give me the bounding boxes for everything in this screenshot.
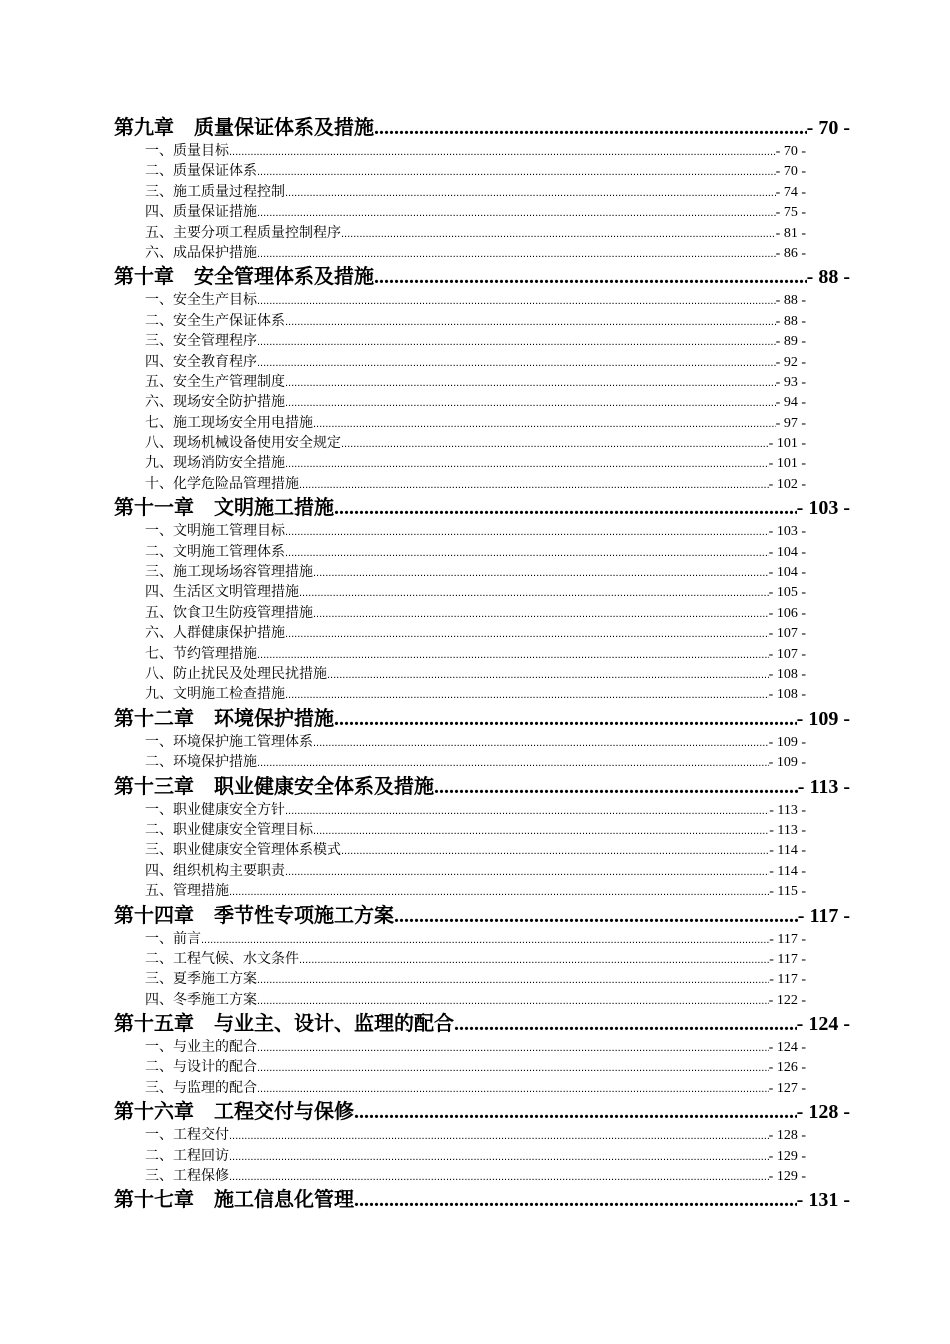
toc-section-entry[interactable] (114, 372, 850, 392)
toc-section-entry[interactable] (114, 290, 850, 310)
dot-leader (354, 1187, 797, 1214)
section-title: 四、组织机构主要职责 (145, 862, 285, 879)
section-page-number: - 81 - (775, 225, 806, 241)
section-page-number: - 101 - (768, 436, 806, 452)
dot-leader (299, 583, 769, 603)
dot-leader (394, 903, 798, 930)
toc-section-entry[interactable] (114, 521, 850, 541)
section-title: 三、施工现场场容管理措施 (145, 564, 313, 581)
toc-section-entry[interactable] (114, 664, 850, 684)
chapter-title: 第十五章 与业主、设计、监理的配合 (114, 1011, 454, 1036)
toc-chapter-entry[interactable] (114, 773, 850, 800)
toc-section-entry[interactable] (114, 969, 850, 989)
toc-section-entry[interactable] (114, 800, 850, 820)
section-page-number: - 126 - (768, 1060, 806, 1076)
section-title: 六、人群健康保护措施 (145, 625, 285, 642)
section-title: 二、质量保证体系 (145, 163, 257, 180)
chapter-page-number: - 124 - (796, 1013, 850, 1036)
section-title: 一、职业健康安全方针 (145, 801, 285, 818)
section-title: 二、环境保护措施 (145, 754, 257, 771)
section-title: 三、夏季施工方案 (145, 971, 257, 988)
dot-leader (257, 332, 776, 352)
section-page-number: - 103 - (768, 524, 806, 540)
section-page-number: - 97 - (775, 415, 806, 431)
section-title: 一、质量目标 (145, 143, 229, 159)
section-title: 三、与监理的配合 (145, 1079, 257, 1096)
chapter-title: 第十四章 季节性专项施工方案 (114, 902, 394, 927)
section-title: 三、施工质量过程控制 (145, 183, 285, 200)
toc-section-entry[interactable] (114, 1125, 850, 1145)
section-page-number: - 93 - (775, 374, 806, 390)
toc-chapter-entry[interactable] (114, 263, 850, 290)
section-page-number: - 88 - (775, 313, 806, 329)
section-page-number: - 104 - (768, 565, 806, 581)
toc-section-entry[interactable] (114, 990, 850, 1010)
dot-leader (229, 1167, 769, 1187)
section-page-number: - 114 - (769, 843, 806, 859)
section-page-number: - 70 - (775, 144, 806, 159)
section-title: 二、文明施工管理体系 (145, 543, 285, 560)
table-of-contents (114, 114, 850, 1213)
section-page-number: - 106 - (768, 605, 806, 621)
toc-section-entry[interactable] (114, 1037, 850, 1057)
section-page-number: - 114 - (769, 863, 806, 879)
section-title: 七、节约管理措施 (145, 645, 257, 662)
section-page-number: - 89 - (775, 334, 806, 350)
toc-section-entry[interactable] (114, 433, 850, 453)
section-title: 四、质量保证措施 (145, 204, 257, 221)
section-title: 一、文明施工管理目标 (145, 523, 285, 540)
toc-section-entry[interactable] (114, 623, 850, 643)
section-page-number: - 108 - (768, 666, 806, 682)
toc-section-entry[interactable] (114, 392, 850, 412)
section-title: 三、工程保修 (145, 1168, 229, 1185)
dot-leader (327, 665, 769, 685)
section-title: 二、工程气候、水文条件 (145, 950, 299, 967)
toc-section-entry[interactable] (114, 1146, 850, 1166)
dot-leader (285, 543, 769, 563)
toc-section-entry[interactable] (114, 1078, 850, 1098)
section-title: 二、工程回访 (145, 1147, 229, 1164)
dot-leader (285, 373, 776, 393)
toc-section-entry[interactable] (114, 413, 850, 433)
toc-section-entry[interactable] (114, 182, 850, 202)
toc-section-entry[interactable] (114, 644, 850, 664)
dot-leader (257, 244, 776, 264)
section-page-number: - 86 - (775, 245, 806, 261)
dot-leader (285, 685, 769, 705)
dot-leader (374, 264, 807, 291)
toc-chapter-entry[interactable] (114, 1186, 850, 1213)
dot-leader (454, 1011, 797, 1038)
toc-section-entry[interactable] (114, 161, 850, 181)
dot-leader (229, 1126, 769, 1146)
section-page-number: - 117 - (769, 931, 806, 947)
section-page-number: - 92 - (775, 354, 806, 370)
chapter-title: 第十三章 职业健康安全体系及措施 (114, 773, 434, 798)
section-title: 五、管理措施 (145, 883, 229, 900)
section-title: 一、安全生产目标 (145, 292, 257, 309)
section-page-number: - 127 - (768, 1080, 806, 1096)
section-page-number: - 117 - (769, 951, 806, 967)
toc-section-entry[interactable] (114, 820, 850, 840)
dot-leader (285, 393, 776, 413)
section-title: 四、安全教育程序 (145, 353, 257, 370)
chapter-page-number: - 117 - (797, 904, 850, 927)
dot-leader (434, 774, 798, 801)
toc-section-entry[interactable] (114, 949, 850, 969)
dot-leader (285, 862, 769, 882)
dot-leader (285, 801, 769, 821)
dot-leader (257, 1038, 769, 1058)
section-title: 六、成品保护措施 (145, 244, 257, 261)
section-title: 二、职业健康安全管理目标 (145, 821, 313, 838)
dot-leader (313, 414, 776, 434)
chapter-page-number: - 131 - (796, 1189, 850, 1212)
section-page-number: - 124 - (768, 1040, 806, 1056)
section-page-number: - 104 - (768, 544, 806, 560)
toc-section-entry[interactable] (114, 474, 850, 494)
chapter-page-number: - 88 - (806, 266, 850, 289)
section-page-number: - 113 - (769, 822, 806, 838)
dot-leader (354, 1099, 797, 1126)
chapter-page-number: - 128 - (796, 1101, 850, 1124)
dot-leader (285, 454, 769, 474)
chapter-title: 第十七章 施工信息化管理 (114, 1187, 354, 1212)
section-title: 三、安全管理程序 (145, 333, 257, 350)
chapter-title: 第十一章 文明施工措施 (114, 495, 334, 520)
toc-section-entry[interactable] (114, 352, 850, 372)
toc-section-entry[interactable] (114, 929, 850, 949)
section-page-number: - 107 - (768, 626, 806, 642)
section-title: 五、饮食卫生防疫管理措施 (145, 604, 313, 621)
section-title: 九、文明施工检查措施 (145, 686, 285, 703)
dot-leader (229, 882, 769, 902)
dot-leader (313, 821, 769, 841)
section-page-number: - 94 - (775, 395, 806, 411)
dot-leader (334, 706, 797, 733)
dot-leader (257, 1058, 769, 1078)
toc-section-entry[interactable] (114, 732, 850, 752)
toc-chapter-entry[interactable] (114, 705, 850, 732)
toc-section-entry[interactable] (114, 243, 850, 263)
dot-leader (285, 522, 769, 542)
section-title: 五、安全生产管理制度 (145, 373, 285, 390)
toc-section-entry[interactable] (114, 840, 850, 860)
section-page-number: - 105 - (768, 585, 806, 601)
section-page-number: - 113 - (769, 802, 806, 818)
section-page-number: - 75 - (775, 205, 806, 221)
toc-chapter-entry[interactable] (114, 902, 850, 929)
chapter-title: 第九章 质量保证体系及措施 (114, 115, 374, 139)
dot-leader (257, 1079, 769, 1099)
toc-section-entry[interactable] (114, 542, 850, 562)
section-title: 八、现场机械设备使用安全规定 (145, 435, 341, 452)
dot-leader (257, 645, 769, 665)
toc-section-entry[interactable] (114, 861, 850, 881)
chapter-page-number: - 70 - (806, 117, 850, 139)
section-page-number: - 129 - (768, 1169, 806, 1185)
toc-section-entry[interactable] (114, 881, 850, 901)
section-page-number: - 102 - (768, 476, 806, 492)
dot-leader (341, 841, 769, 861)
toc-section-entry[interactable] (114, 752, 850, 772)
dot-leader (285, 312, 776, 332)
chapter-page-number: - 103 - (796, 497, 850, 520)
toc-section-entry[interactable] (114, 453, 850, 473)
toc-section-entry[interactable] (114, 311, 850, 331)
dot-leader (313, 733, 769, 753)
dot-leader (257, 970, 769, 990)
section-title: 十、化学危险品管理措施 (145, 475, 299, 492)
dot-leader (313, 604, 769, 624)
toc-section-entry[interactable] (114, 331, 850, 351)
dot-leader (257, 291, 776, 311)
section-title: 一、前言 (145, 930, 201, 947)
section-page-number: - 101 - (768, 456, 806, 472)
section-page-number: - 108 - (768, 687, 806, 703)
dot-leader (257, 162, 776, 182)
toc-section-entry[interactable] (114, 684, 850, 704)
dot-leader (285, 183, 776, 203)
section-title: 二、安全生产保证体系 (145, 312, 285, 329)
chapter-page-number: - 113 - (797, 775, 850, 798)
section-title: 一、工程交付 (145, 1127, 229, 1144)
section-title: 二、与设计的配合 (145, 1059, 257, 1076)
dot-leader (257, 203, 776, 223)
dot-leader (257, 991, 769, 1011)
dot-leader (341, 224, 776, 244)
toc-section-entry[interactable] (114, 582, 850, 602)
section-title: 七、施工现场安全用电措施 (145, 414, 313, 431)
dot-leader (313, 563, 769, 583)
toc-section-entry[interactable] (114, 1057, 850, 1077)
section-page-number: - 128 - (768, 1128, 806, 1144)
chapter-title: 第十二章 环境保护措施 (114, 705, 334, 730)
dot-leader (299, 950, 769, 970)
dot-leader (229, 1147, 769, 1167)
section-page-number: - 70 - (775, 164, 806, 180)
chapter-page-number: - 109 - (796, 707, 850, 730)
section-title: 一、环境保护施工管理体系 (145, 733, 313, 750)
section-page-number: - 107 - (768, 646, 806, 662)
section-page-number: - 129 - (768, 1148, 806, 1164)
dot-leader (257, 753, 769, 773)
section-page-number: - 117 - (769, 972, 806, 988)
section-page-number: - 88 - (775, 293, 806, 309)
section-title: 三、职业健康安全管理体系模式 (145, 842, 341, 859)
section-page-number: - 109 - (768, 734, 806, 750)
toc-chapter-entry[interactable] (114, 114, 850, 141)
section-title: 一、与业主的配合 (145, 1039, 257, 1056)
section-title: 八、防止扰民及处理民扰措施 (145, 665, 327, 682)
chapter-title: 第十章 安全管理体系及措施 (114, 264, 374, 289)
dot-leader (341, 434, 769, 454)
dot-leader (299, 475, 769, 495)
section-title: 九、现场消防安全措施 (145, 455, 285, 472)
toc-chapter-entry[interactable] (114, 1010, 850, 1037)
toc-section-entry[interactable] (114, 223, 850, 243)
section-page-number: - 74 - (775, 184, 806, 200)
section-title: 五、主要分项工程质量控制程序 (145, 224, 341, 241)
dot-leader (201, 930, 769, 950)
dot-leader (257, 353, 776, 373)
dot-leader (374, 115, 807, 142)
toc-chapter-entry[interactable] (114, 494, 850, 521)
toc-section-entry[interactable] (114, 603, 850, 623)
toc-section-entry[interactable] (114, 141, 850, 161)
dot-leader (285, 624, 769, 644)
toc-section-entry[interactable] (114, 202, 850, 222)
section-title: 四、生活区文明管理措施 (145, 584, 299, 601)
toc-section-entry[interactable] (114, 1166, 850, 1186)
section-title: 六、现场安全防护措施 (145, 394, 285, 411)
dot-leader (229, 142, 776, 162)
toc-chapter-entry[interactable] (114, 1098, 850, 1125)
section-page-number: - 109 - (768, 755, 806, 771)
section-title: 四、冬季施工方案 (145, 991, 257, 1008)
section-page-number: - 122 - (768, 992, 806, 1008)
dot-leader (334, 495, 797, 522)
chapter-title: 第十六章 工程交付与保修 (114, 1099, 354, 1124)
toc-section-entry[interactable] (114, 562, 850, 582)
section-page-number: - 115 - (769, 884, 806, 900)
